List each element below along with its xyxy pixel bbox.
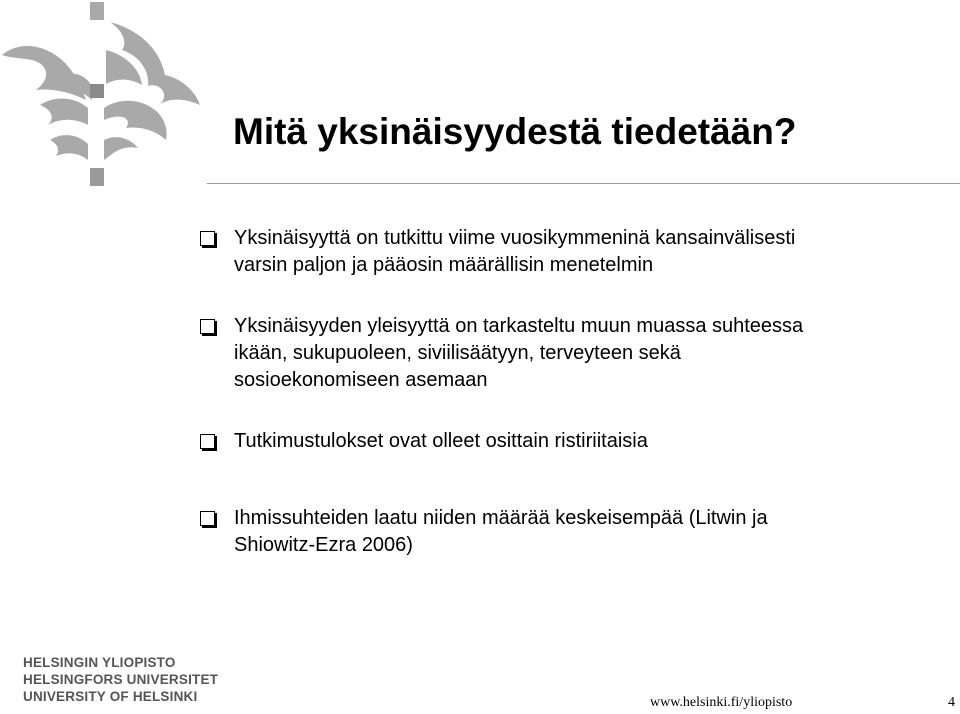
bullet-line: Yksinäisyyttä on tutkittu viime vuosikymmeninä kansainvälisesti xyxy=(234,227,796,249)
bullet-line: Yksinäisyyden yleisyyttä on tarkasteltu muun muassa suhteessa xyxy=(234,315,804,337)
bullet-line: Ihmissuhteiden laatu niiden määrää keskeisempää (Litwin ja xyxy=(234,507,768,529)
page-number: 4 xyxy=(948,695,955,710)
bullet-line: Shiowitz-Ezra 2006) xyxy=(234,534,413,556)
university-name-en: UNIVERSITY OF HELSINKI xyxy=(23,689,198,704)
slide-title: Mitä yksinäisyydestä tiedetään? xyxy=(233,111,797,152)
checkbox-bullet-icon xyxy=(200,511,215,526)
checkbox-bullet-icon xyxy=(200,231,215,246)
bullet-line: sosioekonomiseen asemaan xyxy=(234,369,488,391)
checkbox-bullet-icon xyxy=(200,319,215,334)
university-name-sv: HELSINGFORS UNIVERSITET xyxy=(23,672,219,687)
bullet-text xyxy=(234,313,894,394)
university-wordmark xyxy=(23,654,218,705)
university-flame-logo-icon xyxy=(0,0,205,190)
bullet-text xyxy=(234,225,894,279)
checkbox-bullet-icon xyxy=(200,434,215,449)
footer-url: www.helsinki.fi/yliopisto xyxy=(650,695,793,710)
bullet-text xyxy=(234,505,894,559)
bullet-line: varsin paljon ja pääosin määrällisin menetelmin xyxy=(234,254,654,276)
bullet-line: ikään, sukupuoleen, siviilisäätyyn, terveyteen sekä xyxy=(234,342,681,364)
university-name-fi: HELSINGIN YLIOPISTO xyxy=(23,655,176,670)
bullet-line: Tutkimustulokset ovat olleet osittain ristiriitaisia xyxy=(234,430,648,452)
title-divider xyxy=(207,183,960,184)
bullet-text xyxy=(234,428,894,455)
